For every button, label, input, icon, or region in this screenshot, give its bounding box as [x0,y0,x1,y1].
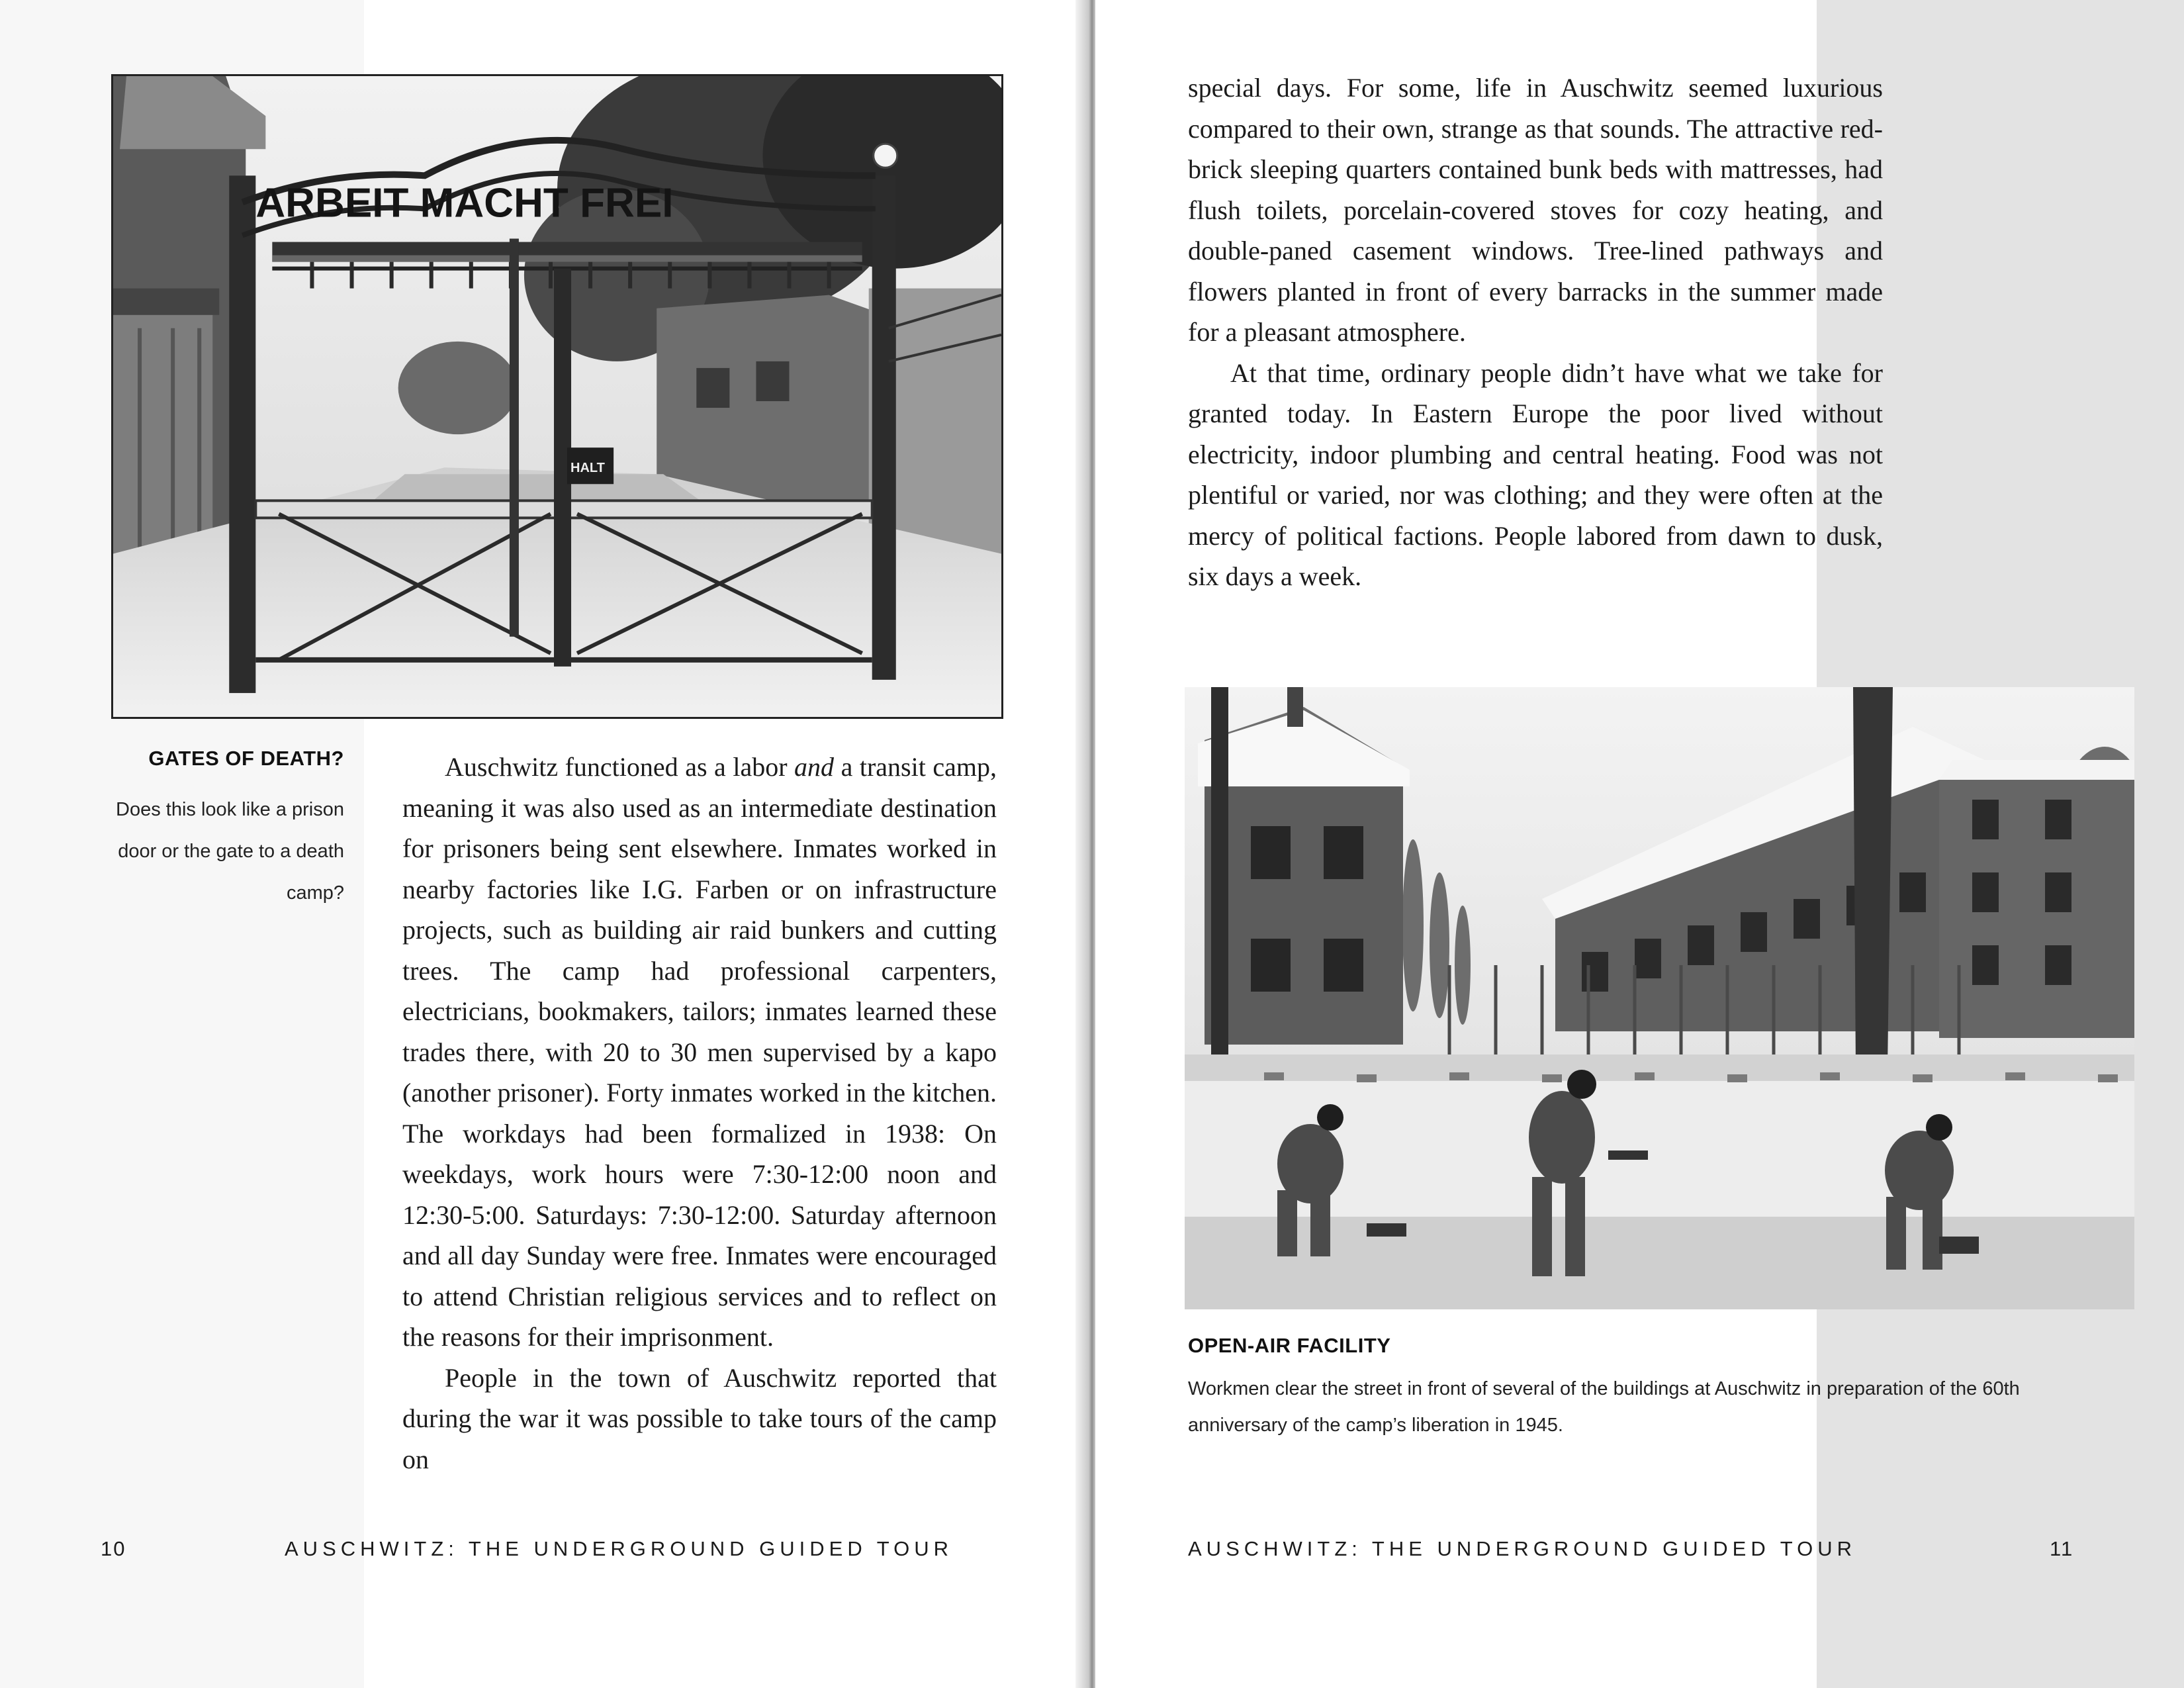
caption-body: Does this look like a prison door or the gate to a death camp? [116,799,344,904]
left-paragraph-1-emphasis: and [794,752,835,782]
left-page [0,0,1089,1688]
snow-photo-image [1185,687,2134,1309]
left-paragraph-2: People in the town of Auschwitz reported that during the war it was possible to take tours of the camp on [402,1362,997,1474]
running-title-right: AUSCHWITZ: THE UNDERGROUND GUIDED TOUR [1188,1537,1857,1560]
left-paragraph-1-start: Auschwitz functioned as a labor [445,752,795,782]
left-body-text [402,747,997,1479]
gate-sign-text: ARBEIT MACHT FREI [255,180,674,226]
right-page [1095,0,2184,1688]
page-number-left: 10 [101,1537,126,1560]
snow-photo [1185,687,2134,1309]
left-paragraph-1 [402,747,997,1358]
running-title-left: AUSCHWITZ: THE UNDERGROUND GUIDED TOUR [285,1537,954,1560]
gate-photo [111,74,1003,719]
caption-body: Workmen clear the street in front of several of the buildings at Auschwitz in preparation of the 60th anniversary of the camp’s liberation in 1945. [1188,1378,2020,1436]
caption-title: GATES OF DEATH? [148,747,344,770]
caption-title: OPEN-AIR FACILITY [1188,1334,1391,1357]
left-paragraph-1-rest: a transit camp, meaning it was also used as an intermediate destination for prisoners being sent elsewhere. Inmates worked in nearby factories like I.G. Farben or on infrastructure projects, such as building air raid bunkers and cutting trees. The camp had professional carpenters, electricians, bookmakers, tailors; inmates learned these trades there, with 20 to 30 men supervised by a kapo (another prisoner). Forty inmates worked in the kitchen. The workdays had been formalized in 1938: On weekdays, work hours were 7:30-12:00 noon and 12:30-5:00. Saturdays: 7:30-12:00. Saturday afternoon and all day Sunday were free. Inmates were encouraged to attend Christian religious services and to reflect on the reasons for their imprisonment. [402,752,997,1352]
right-body-text [1188,68,1883,597]
right-paragraph-2: At that time, ordinary people didn’t have what we take for granted today. In Eastern Europe the poor lived without electricity, indoor plumbing and central heating. Food was not plentiful or varied, nor was clothing; and they were often at the mercy of political factions. People labored from dawn to dusk, six days a week. [1188,357,1883,591]
right-paragraph-1: special days. For some, life in Auschwitz seemed luxurious compared to their own, strange as that sounds. The attractive red-brick sleeping quarters contained bunk beds with mattresses, had flush toilets, porcelain-covered stoves for cozy heating, and double-paned casement windows. Tree-lined pathways and flowers planted in front of every barracks in the summer made for a pleasant atmosphere. [1188,73,1883,347]
gate-photo-image [113,76,1001,717]
page-number-right: 11 [2050,1537,2074,1560]
halt-sign-text: HALT [570,461,605,476]
snow-photo-caption [1188,1334,2048,1444]
gate-photo-caption [99,747,344,914]
